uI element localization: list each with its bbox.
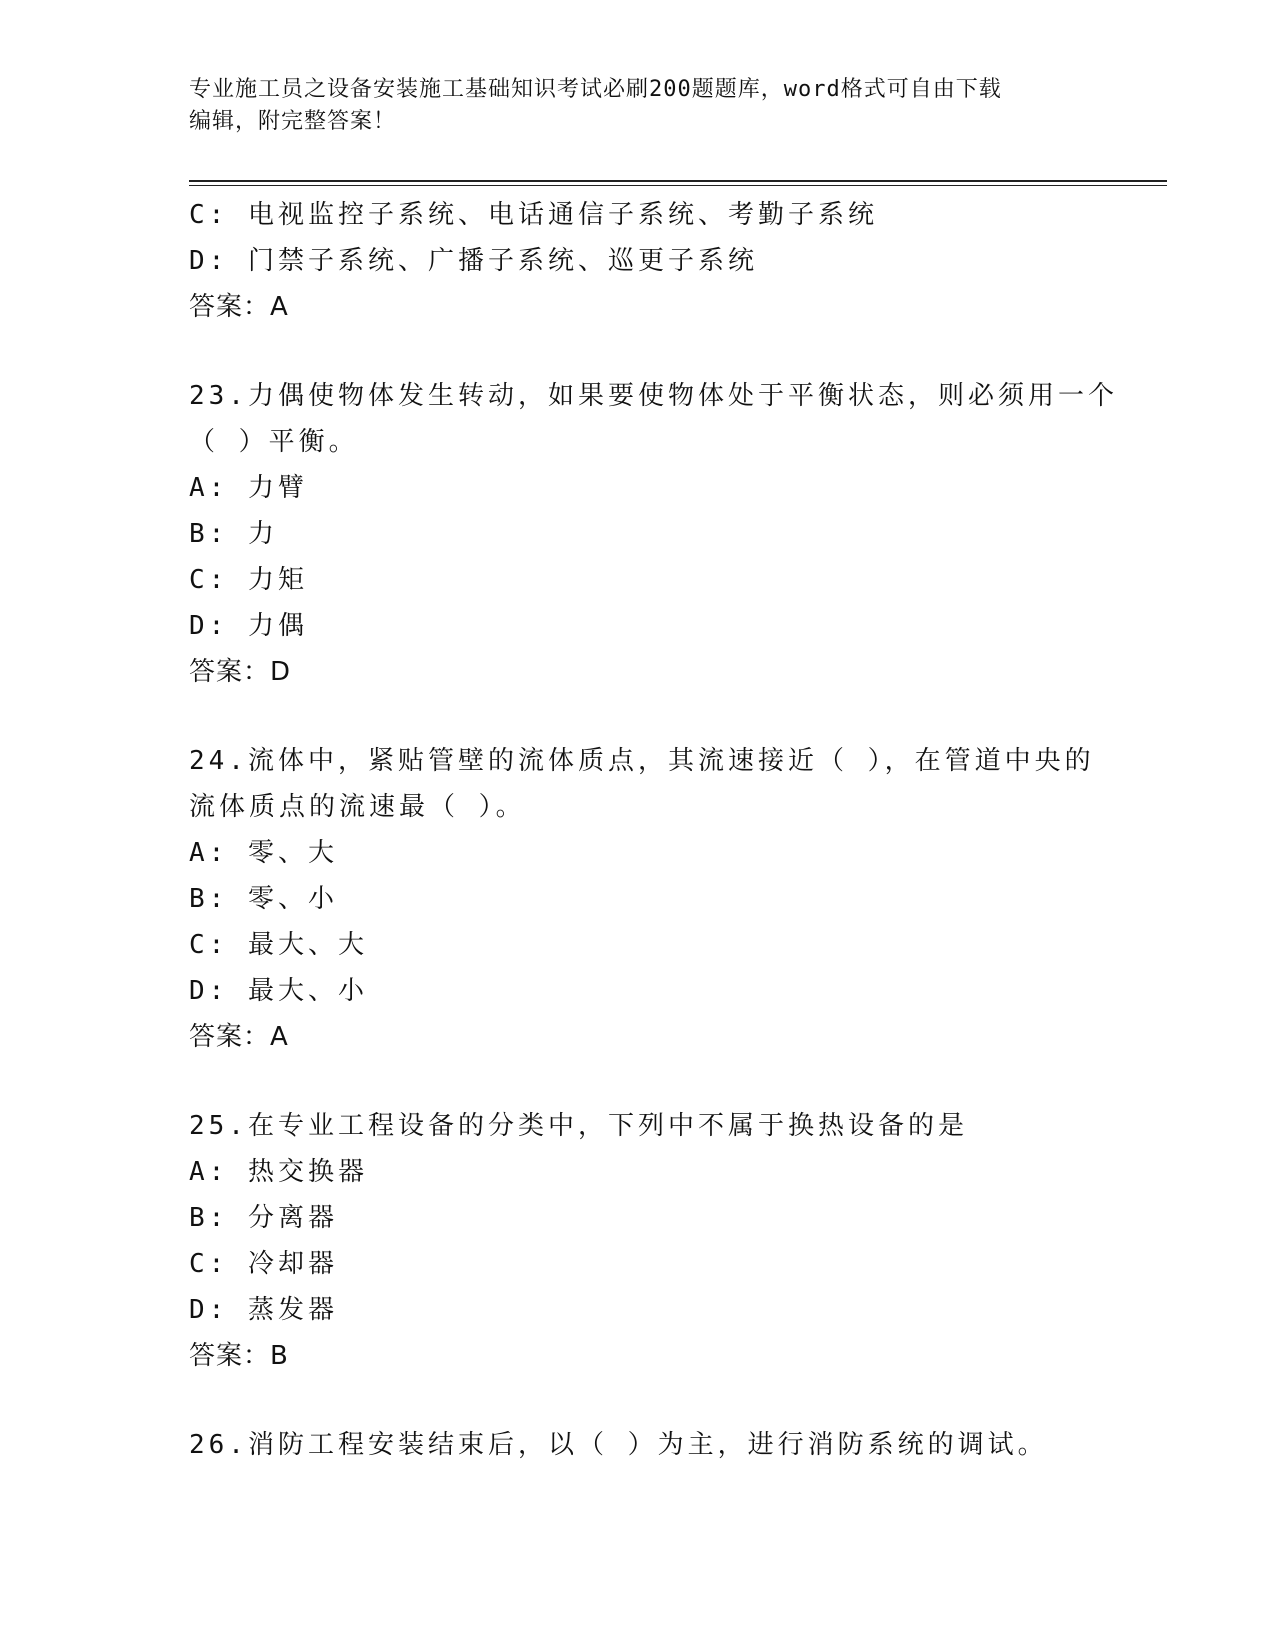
answer: 答案：A	[189, 292, 289, 322]
option-c: C: 最大、大	[189, 930, 368, 960]
option-a: A: 零、大	[189, 838, 338, 868]
option-c: C: 冷却器	[189, 1249, 338, 1279]
question-stem-line-1: 24.流体中，紧贴管壁的流体质点，其流速接近（ ），在管道中央的	[189, 746, 1095, 776]
spacer	[189, 1060, 1089, 1103]
option-a: A: 热交换器	[189, 1157, 368, 1187]
answer: 答案：B	[189, 1341, 289, 1371]
question-stem-line-2: 流体质点的流速最（ ）。	[189, 792, 526, 822]
question-list	[189, 192, 1118, 1468]
question-26	[189, 1422, 1089, 1468]
question-22-tail	[189, 192, 1089, 330]
option-c: C: 力矩	[189, 565, 308, 595]
question-25	[189, 1103, 1089, 1379]
question-24	[189, 738, 1095, 1060]
option-d: D: 蒸发器	[189, 1295, 338, 1325]
question-stem-line-1: 23.力偶使物体发生转动，如果要使物体处于平衡状态，则必须用一个	[189, 381, 1118, 411]
spacer	[189, 695, 1089, 738]
option-a: A: 力臂	[189, 473, 308, 503]
option-c: C: 电视监控子系统、电话通信子系统、考勤子系统	[189, 200, 878, 230]
option-b: B: 分离器	[189, 1203, 338, 1233]
header-title-line-2: 编辑，附完整答案！	[189, 109, 397, 134]
question-23	[189, 373, 1118, 695]
header-title-line-1: 专业施工员之设备安装施工基础知识考试必刷200题题库，word格式可自由下载	[189, 77, 1002, 102]
answer: 答案：A	[189, 1022, 289, 1052]
question-stem-line-1: 26.消防工程安装结束后，以（ ）为主，进行消防系统的调试。	[189, 1430, 1048, 1460]
answer: 答案：D	[189, 657, 292, 687]
option-d: D: 力偶	[189, 611, 308, 641]
option-d: D: 最大、小	[189, 976, 368, 1006]
option-d: D: 门禁子系统、广播子系统、巡更子系统	[189, 246, 758, 276]
question-stem-line-2: （ ）平衡。	[189, 427, 359, 457]
header-divider-thin	[189, 185, 1167, 186]
document-header	[189, 74, 1079, 138]
option-b: B: 零、小	[189, 884, 338, 914]
spacer	[189, 330, 1089, 373]
header-divider-thick	[189, 180, 1167, 182]
question-stem-line-1: 25.在专业工程设备的分类中，下列中不属于换热设备的是	[189, 1111, 968, 1141]
option-b: B: 力	[189, 519, 278, 549]
spacer	[189, 1379, 1089, 1422]
